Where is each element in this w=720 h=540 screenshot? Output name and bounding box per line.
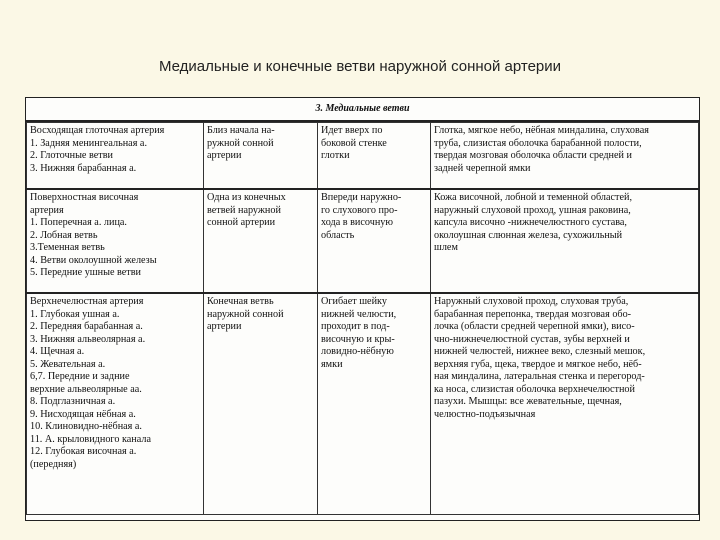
- cell-line: нижней челюсти,: [321, 308, 397, 320]
- cell-line: челюстно-подъязычная: [434, 408, 536, 420]
- cell-line: 1. Задняя менингеальная а.: [30, 137, 147, 149]
- cell-line: 3. Нижняя барабанная а.: [30, 162, 137, 174]
- cell-line: пазухи. Мышцы: все жевательные, щечная,: [434, 396, 622, 407]
- cell-line: артерия: [30, 204, 64, 216]
- section-header: 3. Медиальные ветви: [26, 98, 699, 122]
- cell-line: Огибает шейку: [321, 296, 387, 307]
- cell-line: ветвей наружной: [207, 204, 281, 216]
- cell-line: Конечная ветвь: [207, 296, 274, 307]
- cell-line: (передняя): [30, 458, 77, 470]
- cell-line: 1. Глубокая ушная а.: [30, 308, 120, 320]
- cell-line: хода в височную: [321, 217, 394, 228]
- cell-line: Верхнечелюстная артерия: [30, 296, 144, 307]
- cell-line: лочка (области средней черепной ямки), висо-: [434, 321, 635, 332]
- cell-line: проходит в под-: [321, 321, 390, 332]
- cell-line: Идет вверх по: [321, 125, 383, 136]
- origin-cell: [204, 189, 318, 293]
- cell-line: ловидно-нёбную: [321, 346, 394, 357]
- table-row: [27, 293, 699, 515]
- cell-line: 3.Теменная ветвь: [30, 242, 105, 253]
- cell-line: область: [321, 229, 355, 241]
- cell-line: артерии: [207, 150, 242, 161]
- cell-line: наружный слуховой проход, ушная раковина,: [434, 204, 631, 216]
- cell-line: височную и кры-: [321, 333, 395, 345]
- cell-line: 3. Нижняя альвеолярная а.: [30, 333, 146, 345]
- cell-line: Впереди наружно-: [321, 192, 402, 203]
- slide-title: Медиальные и конечные ветви наружной сонной артерии: [158, 58, 562, 75]
- scanned-table-image: [25, 97, 700, 521]
- cell-line: 12. Глубокая височная а.: [30, 446, 137, 457]
- cell-line: ная миндалина, латеральная стенка и перегород-: [434, 371, 645, 382]
- cell-line: Одна из конечных: [207, 192, 286, 203]
- cell-line: Поверхностная височная: [30, 192, 139, 203]
- table-row: [27, 123, 699, 190]
- artery-branches-cell: [27, 189, 204, 293]
- cell-line: верхняя губа, щека, твердое и мягкое небо, нёб-: [434, 358, 642, 370]
- cell-line: 5. Передние ушные ветви: [30, 267, 141, 278]
- cell-line: Наружный слуховой проход, слуховая труба,: [434, 296, 629, 307]
- cell-line: 4. Щечная а.: [30, 346, 85, 357]
- cell-line: глотки: [321, 150, 350, 161]
- origin-cell: [204, 293, 318, 515]
- cell-line: Близ начала на-: [207, 125, 275, 136]
- cell-line: го слухового про-: [321, 204, 398, 216]
- artery-branches-cell: [27, 293, 204, 515]
- cell-line: 6,7. Передние и задние: [30, 371, 130, 382]
- table-row: [27, 189, 699, 293]
- cell-line: боковой стенке: [321, 137, 387, 149]
- cell-line: труба, слизистая оболочка барабанной полости,: [434, 137, 642, 149]
- cell-line: сонной артерии: [207, 217, 276, 228]
- cell-line: 1. Поперечная а. лица.: [30, 217, 127, 228]
- course-cell: [318, 293, 431, 515]
- cell-line: капсула височно -нижнечелюстного сустава,: [434, 217, 627, 228]
- cell-line: чно-нижнечелюстной сустав, зубы верхней и: [434, 333, 630, 345]
- cell-line: Глотка, мягкое небо, нёбная миндалина, слуховая: [434, 125, 649, 136]
- course-cell: [318, 189, 431, 293]
- cell-line: ружной сонной: [207, 137, 274, 149]
- cell-line: 11. А. крыловидного канала: [30, 433, 151, 445]
- cell-line: шлем: [434, 242, 458, 253]
- cell-line: 9. Нисходящая нёбная а.: [30, 408, 136, 420]
- cell-line: ямки: [321, 358, 343, 370]
- artery-branches-cell: [27, 123, 204, 190]
- course-cell: [318, 123, 431, 190]
- cell-line: артерии: [207, 321, 242, 332]
- cell-line: 2. Передняя барабанная а.: [30, 321, 143, 332]
- supply-area-cell: [431, 189, 699, 293]
- cell-line: 2. Лобная ветвь: [30, 229, 98, 241]
- cell-line: 4. Ветви околоушной железы: [30, 254, 157, 266]
- cell-line: околоушная слюнная железа, сухожильный: [434, 229, 623, 241]
- cell-line: задней черепной ямки: [434, 162, 531, 174]
- cell-line: 2. Глоточные ветви: [30, 150, 113, 161]
- origin-cell: [204, 123, 318, 190]
- supply-area-cell: [431, 123, 699, 190]
- supply-area-cell: [431, 293, 699, 515]
- cell-line: верхние альвеолярные аа.: [30, 383, 142, 395]
- arteries-table: [26, 122, 699, 515]
- cell-line: Кожа височной, лобной и теменной областей,: [434, 192, 633, 203]
- cell-line: ка носа, слизистая оболочка верхнечелюстной: [434, 383, 635, 395]
- cell-line: 10. Клиновидно-нёбная а.: [30, 421, 142, 432]
- cell-line: барабанная перепонка, твердая мозговая обо-: [434, 308, 632, 320]
- cell-line: 8. Подглазничная а.: [30, 396, 116, 407]
- cell-line: наружной сонной: [207, 308, 284, 320]
- cell-line: нижней челюстей, нижнее веко, слезный мешок,: [434, 346, 646, 357]
- cell-line: Восходящая глоточная артерия: [30, 125, 165, 136]
- cell-line: твердая мозговая оболочка области средней и: [434, 150, 632, 161]
- cell-line: 5. Жевательная а.: [30, 358, 106, 370]
